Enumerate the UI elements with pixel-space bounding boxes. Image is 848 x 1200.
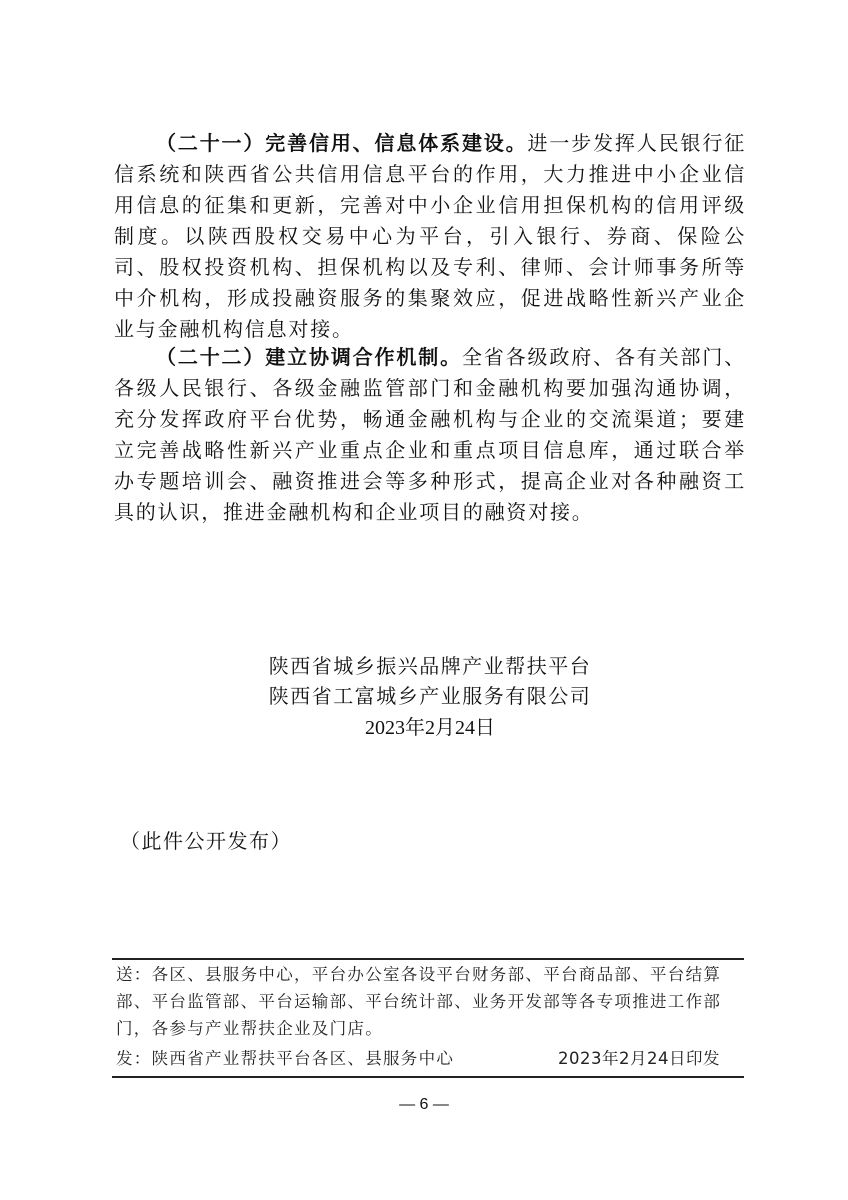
- section-21: [114, 128, 746, 345]
- signature-org-1: 陕西省城乡振兴品牌产业帮扶平台: [268, 654, 592, 678]
- distribution-bottom-rule: [112, 1076, 744, 1078]
- issue-row: [116, 1045, 744, 1069]
- page-number: — 6 —: [399, 1096, 449, 1113]
- distribution-top-rule: [112, 958, 744, 960]
- section-21-heading: （二十一）完善信用、信息体系建设。: [156, 131, 528, 155]
- signature-org-2: 陕西省工富城乡产业服务有限公司: [268, 684, 592, 708]
- issuer: 发：陕西省产业帮扶平台各区、县服务中心: [116, 1049, 455, 1068]
- issue-date: 2023年2月24日印发: [558, 1049, 720, 1068]
- section-22-body: 全省各级政府、各有关部门、各级人民银行、各级金融监管部门和金融机构要加强沟通协调，充分发挥政府平台优势，畅通金融机构与企业的交流渠道；要建立完善战略性新兴产业重点企业和重点项目信息库，通过联合举办专题培训会、融资推进会等多种形式，提高企业对各种融资工具的认识，推进金融机构和企业项目的融资对接。: [114, 345, 746, 524]
- section-22: [114, 342, 746, 528]
- signature-date: 2023年2月24日: [365, 717, 495, 739]
- public-release-note: （此件公开发布）: [120, 829, 292, 853]
- section-22-heading: （二十二）建立协调合作机制。: [156, 345, 462, 369]
- section-21-body: 进一步发挥人民银行征信系统和陕西省公共信用信息平台的作用，大力推进中小企业信用信息的征集和更新，完善对中小企业信用担保机构的信用评级制度。以陕西股权交易中心为平台，引入银行、券商、保险公司、股权投资机构、担保机构以及专利、律师、会计师事务所等中介机构，形成投融资服务的集聚效应，促进战略性新兴产业企业与金融机构信息对接。: [114, 131, 746, 341]
- distribution-send-list: 送：各区、县服务中心，平台办公室各设平台财务部、平台商品部、平台结算部、平台监管部、平台运输部、平台统计部、业务开发部等各专项推进工作部门，各参与产业帮扶企业及门店。: [116, 965, 722, 1038]
